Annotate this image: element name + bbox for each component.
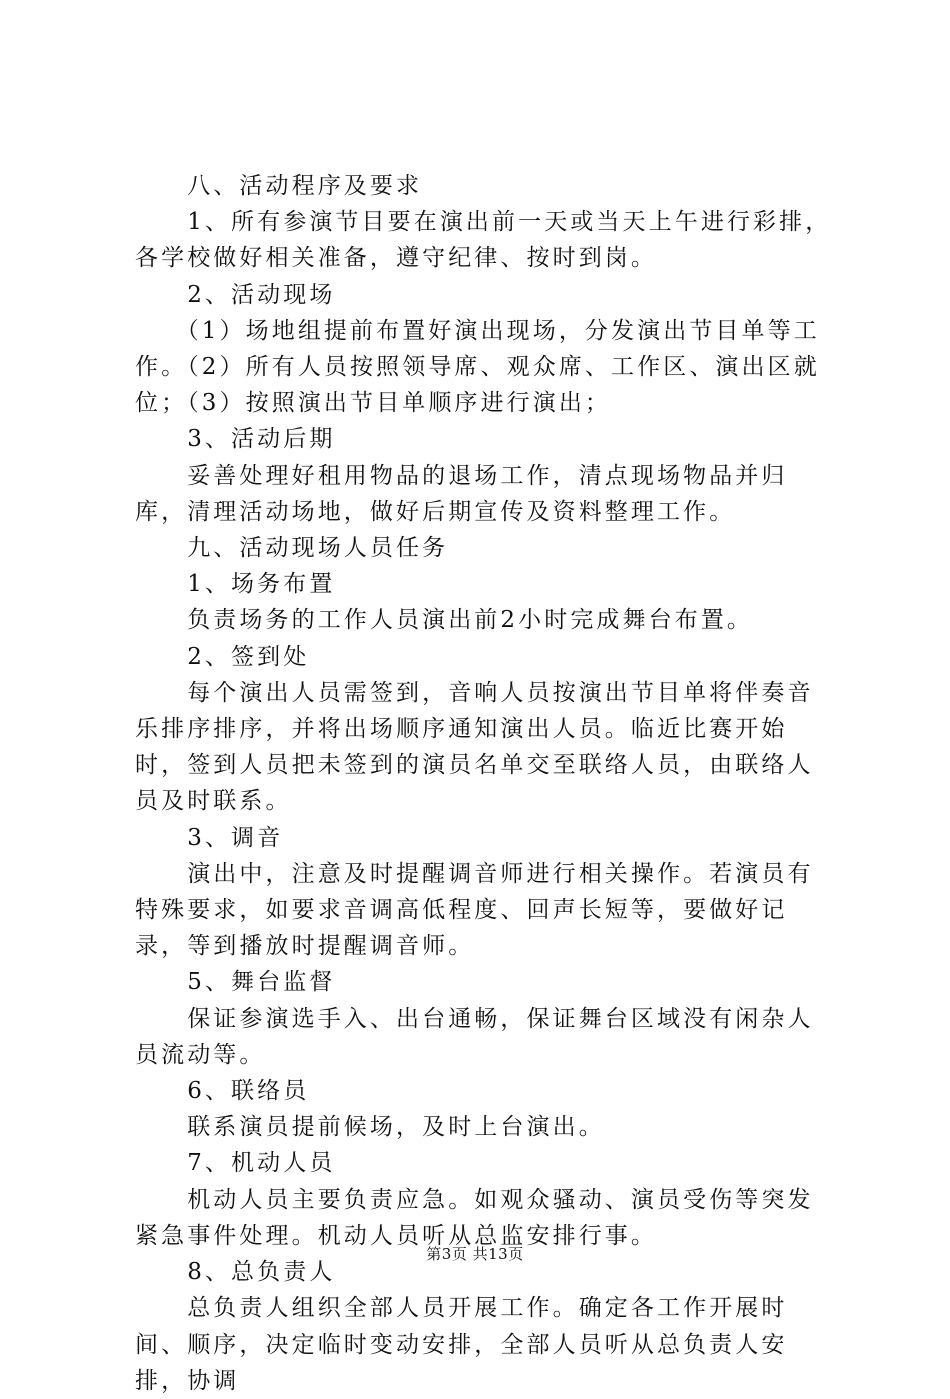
subheading: 2、活动现场 — [135, 281, 336, 308]
paragraph: 妥善处理好租用物品的退场工作，清点现场物品并归库，清理活动场地，做好后期宣传及资料整理工作。 — [135, 462, 788, 525]
subheading: 1、场务布置 — [135, 571, 336, 598]
heading-section-8: 八、活动程序及要求 — [135, 173, 423, 199]
subheading: 2、签到处 — [135, 643, 310, 670]
paragraph: 每个演出人员需签到，音响人员按演出节目单将伴奏音乐排序排序，并将出场顺序通知演出人员。临近比赛开始时，签到人员把未签到的演员名单交至联络人员，由联络人员及时联系。 — [135, 679, 814, 815]
paragraph: 机动人员主要负责应急。如观众骚动、演员受伤等突发紧急事件处理。机动人员听从总监安排行事。 — [135, 1186, 814, 1249]
paragraph: 联系演员提前候场，及时上台演出。 — [135, 1114, 605, 1141]
paragraph: （1）场地组提前布置好演出现场，分发演出节目单等工作。（2）所有人员按照领导席、观众席、工作区、演出区就位；（3）按照演出节目单顺序进行演出； — [135, 317, 820, 417]
paragraph: 保证参演选手入、出台通畅，保证舞台区域没有闲杂人员流动等。 — [135, 1005, 814, 1068]
subheading: 5、舞台监督 — [135, 969, 336, 996]
subheading: 3、调音 — [135, 824, 284, 851]
paragraph: 1、所有参演节目要在演出前一天或当天上午进行彩排，各学校做好相关准备，遵守纪律、按时到岗。 — [135, 209, 832, 272]
subheading: 7、机动人员 — [135, 1150, 336, 1177]
subheading: 8、总负责人 — [135, 1259, 336, 1286]
page-number-footer: 第3页 共13页 — [426, 1245, 524, 1263]
paragraph: 负责场务的工作人员演出前2小时完成舞台布置。 — [135, 607, 754, 634]
paragraph: 总负责人组织全部人员开展工作。确定各工作开展时间、顺序，决定临时变动安排，全部人员听从总负责人安排，协调 — [135, 1295, 788, 1394]
document-body — [135, 168, 835, 1399]
heading-section-9: 九、活动现场人员任务 — [135, 535, 449, 562]
paragraph: 演出中，注意及时提醒调音师进行相关操作。若演员有特殊要求，如要求音调高低程度、回声长短等，要做好记录，等到播放时提醒调音师。 — [135, 860, 814, 960]
subheading: 3、活动后期 — [135, 426, 336, 453]
subheading: 6、联络员 — [135, 1078, 310, 1105]
